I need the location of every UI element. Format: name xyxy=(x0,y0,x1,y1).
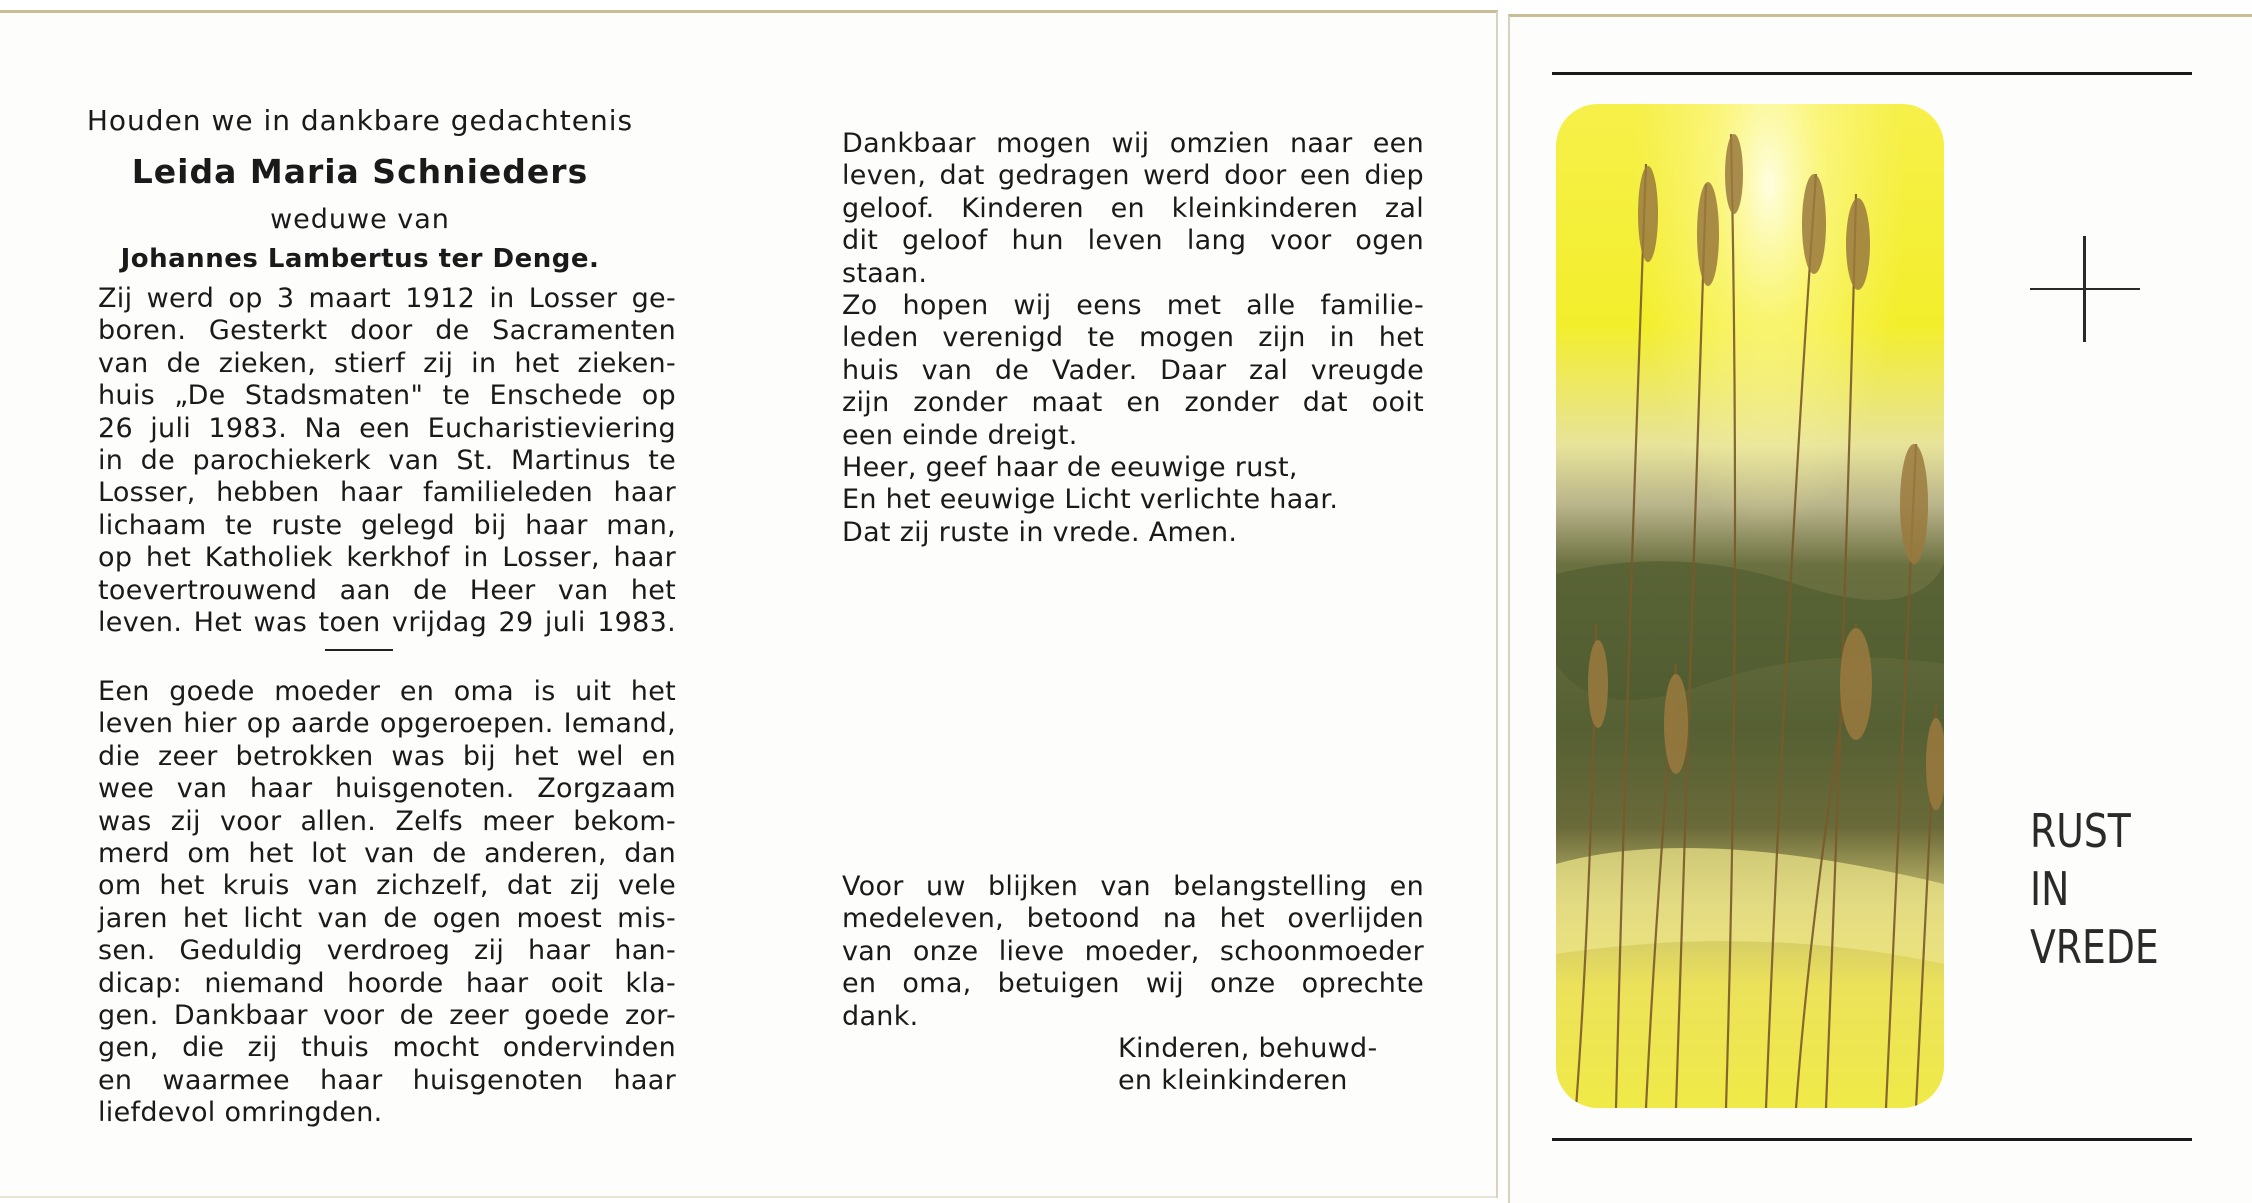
thanks-line: dank. xyxy=(842,1000,919,1032)
widow-of-label: weduwe van xyxy=(270,204,450,235)
motto-line: RUST xyxy=(2030,804,2131,858)
biography-paragraph xyxy=(98,283,676,639)
biography-line: op het Katholiek kerkhof in Losser, haar xyxy=(98,542,676,574)
tribute-line: sen. Geduldig verdroeg zij haar han- xyxy=(98,935,676,967)
signature-line: en kleinkinderen xyxy=(1118,1065,1348,1097)
faith-line: staan. xyxy=(842,257,928,289)
thanks-line: en oma, betuigen wij onze oprechte xyxy=(842,968,1424,1000)
thanks-paragraph xyxy=(842,871,1424,1033)
tribute-line: leven hier op aarde opgeroepen. Iemand, xyxy=(98,708,676,740)
faith-line: dit geloof hun leven lang voor ogen xyxy=(842,225,1424,257)
deceased-name: Leida Maria Schnieders xyxy=(131,152,589,191)
signature-block xyxy=(1118,1033,1418,1098)
tribute-line: wee van haar huisgenoten. Zorgzaam xyxy=(98,773,676,805)
tribute-line: was zij voor allen. Zelfs meer bekom- xyxy=(98,805,676,837)
faith-line: leven, dat gedragen werd door een diep xyxy=(842,160,1424,192)
prayer-line: Heer, geef haar de eeuwige rust, xyxy=(842,451,1298,483)
tribute-line: dicap: niemand hoorde haar ooit kla- xyxy=(98,967,676,999)
thanks-line: Voor uw blijken van belangstelling en xyxy=(842,871,1424,902)
tribute-line: die zeer betrokken was bij het wel en xyxy=(98,740,676,772)
faith-line: geloof. Kinderen en kleinkinderen zal xyxy=(842,192,1424,224)
section-divider xyxy=(325,649,393,651)
biography-line: Losser, hebben haar familieleden haar xyxy=(98,477,676,509)
biography-line: van de zieken, stierf zij in het zieken- xyxy=(98,347,676,379)
tribute-line: gen. Dankbaar voor de zeer goede zor- xyxy=(98,999,676,1031)
biography-line: huis „De Stadsmaten" te Enschede op xyxy=(98,380,676,412)
tribute-line: gen, die zij thuis mocht ondervinden xyxy=(98,1032,676,1064)
husband-name: Johannes Lambertus ter Denge. xyxy=(120,244,600,274)
faith-line: Dankbaar mogen wij omzien naar een xyxy=(842,128,1424,159)
signature-line: Kinderen, behuwd- xyxy=(1118,1033,1378,1064)
thanks-line: medeleven, betoond na het overlijden xyxy=(842,903,1424,935)
prayer-line: Dat zij ruste in vrede. Amen. xyxy=(842,516,1238,548)
tribute-line: en waarmee haar huisgenoten haar xyxy=(98,1064,676,1096)
tribute-line: jaren het licht van de ogen moest mis- xyxy=(98,902,676,934)
memorial-heading: Houden we in dankbare gedachtenis xyxy=(86,104,634,137)
tribute-line: liefdevol omringden. xyxy=(98,1097,383,1129)
top-rule xyxy=(1552,72,2192,75)
faith-paragraph xyxy=(842,128,1424,549)
biography-line: toevertrouwend aan de Heer van het xyxy=(98,574,676,606)
biography-line: lichaam te ruste gelegd bij haar man, xyxy=(98,509,676,541)
biography-line: leven. Het was toen vrijdag 29 juli 1983. xyxy=(98,606,676,638)
tribute-line: merd om het lot van de anderen, dan xyxy=(98,837,676,869)
prayer-line: En het eeuwige Licht verlichte haar. xyxy=(842,484,1339,516)
motto-line: IN xyxy=(2030,862,2070,916)
tribute-line: om het kruis van zichzelf, dat zij vele xyxy=(98,870,676,902)
faith-line: Zo hopen wij eens met alle familie- xyxy=(842,289,1424,321)
biography-line: boren. Gesterkt door de Sacramenten xyxy=(98,315,676,347)
tribute-paragraph xyxy=(98,676,676,1129)
faith-line: zijn zonder maat en zonder dat ooit xyxy=(842,387,1424,419)
faith-line: leden verenigd te mogen zijn in het xyxy=(842,322,1424,354)
thanks-line: van onze lieve moeder, schoonmoeder xyxy=(842,935,1424,967)
biography-line: Zij werd op 3 maart 1912 in Losser ge- xyxy=(98,283,676,314)
bottom-rule xyxy=(1552,1138,2192,1141)
cross-horizontal-bar xyxy=(2030,288,2140,290)
faith-line: huis van de Vader. Daar zal vreugde xyxy=(842,354,1424,386)
faith-line: een einde dreigt. xyxy=(842,419,1078,451)
biography-line: 26 juli 1983. Na een Eucharistieviering xyxy=(98,412,676,444)
cross-icon xyxy=(2030,236,2140,342)
rest-in-peace-motto xyxy=(2030,802,2194,976)
reeds-sunset-photo xyxy=(1556,104,1944,1108)
tribute-line: Een goede moeder en oma is uit het xyxy=(98,676,676,707)
motto-line: VREDE xyxy=(2030,920,2159,974)
biography-line: in de parochiekerk van St. Martinus te xyxy=(98,444,676,476)
